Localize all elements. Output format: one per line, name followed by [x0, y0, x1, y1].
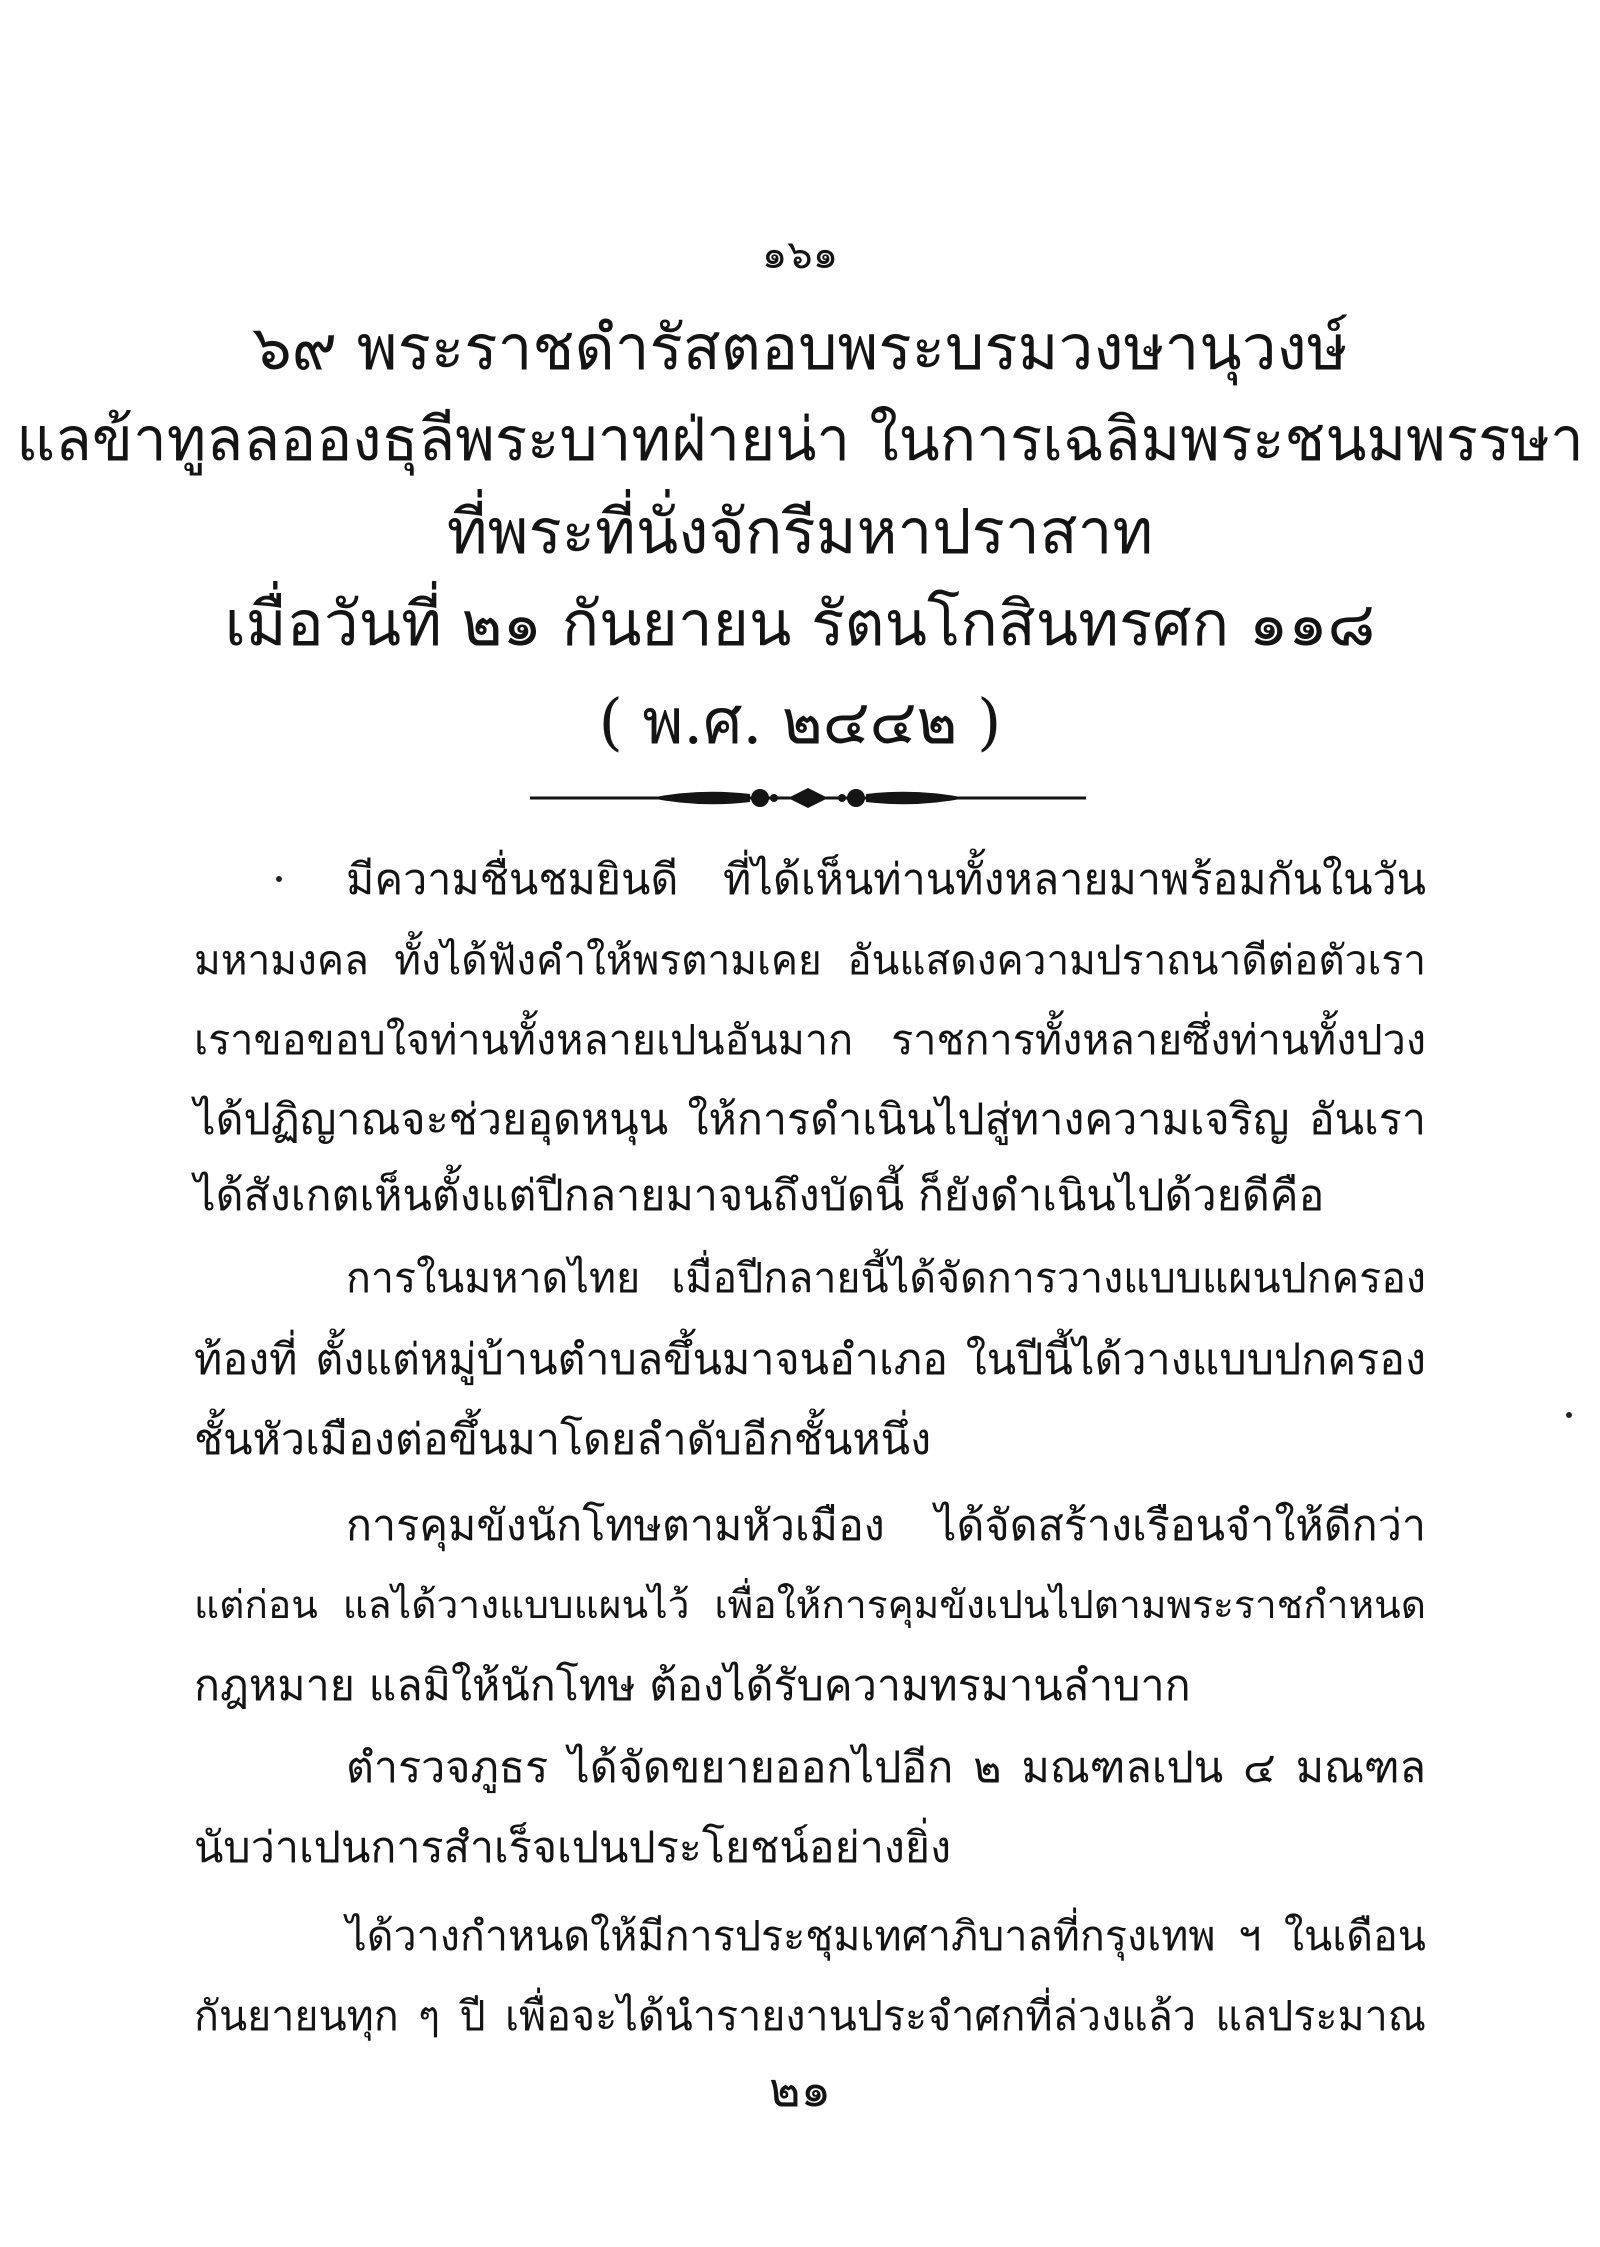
body-line-8: ชั้นหัวเมืองต่อขึ้นมาโดยลำดับอีกชั้นหนึ่ง: [194, 1415, 932, 1465]
scan-speck: [1566, 1412, 1572, 1418]
body-line-1: มีความชื่นชมยินดี ที่ได้เห็นท่านทั้งหลายมาพร้อมกันในวัน: [346, 855, 1426, 905]
scan-speck: [276, 876, 282, 882]
body-line-4: ได้ปฏิญาณจะช่วยอุดหนุน ให้การดำเนินไปสู่ทางความเจริญ อันเรา: [194, 1095, 1426, 1145]
page-number-top: ๑๖๑: [761, 232, 839, 278]
page-number-bottom: ๒๑: [768, 2062, 832, 2118]
body-line-2: มหามงคล ทั้งได้ฟังคำให้พรตามเคย อันแสดงความปราถนาดีต่อตัวเรา: [194, 936, 1426, 984]
body-line-10: แต่ก่อน แลได้วางแบบแผนไว้ เพื่อให้การคุมขังเปนไปตามพระราชกำหนด: [194, 1583, 1426, 1628]
body-line-12: ตำรวจภูธร ได้จัดขยายออกไปอีก ๒ มณฑลเปน ๔ มณฑล: [346, 1743, 1426, 1793]
heading-line-1: ๖๙ พระราชดำรัสตอบพระบรมวงษานุวงษ์: [252, 311, 1348, 384]
body-line-13: นับว่าเปนการสำเร็จเปนประโยชน์อย่างยิ่ง: [194, 1823, 952, 1873]
body-line-11: กฎหมาย แลมิให้นักโทษ ต้องได้รับความทรมานลำบาก: [194, 1661, 1191, 1711]
body-line-5: ได้สังเกตเห็นตั้งแต่ปีกลายมาจนถึงบัดนี้ ก็ยังดำเนินไปด้วยดีคือ: [194, 1171, 1325, 1221]
body-line-14: ได้วางกำหนดให้มีการประชุมเทศาภิบาลที่กรุงเทพ ฯ ในเดือน: [346, 1912, 1426, 1960]
body-line-3: เราขอขอบใจท่านทั้งหลายเปนอันมาก ราชการทั้งหลายซึ่งท่านทั้งปวง: [194, 1016, 1426, 1064]
heading-line-5: ( พ.ศ. ๒๔๔๒ ): [598, 685, 1002, 758]
body-line-7: ท้องที่ ตั้งแต่หมู่บ้านตำบลขึ้นมาจนอำเภอ ในปีนี้ได้วางแบบปกครอง: [194, 1335, 1426, 1385]
heading-line-3: ที่พระที่นั่งจักรีมหาปราสาท: [446, 495, 1154, 568]
body-line-15: กันยายนทุก ๆ ปี เพื่อจะได้นำรายงานประจำศกที่ล่วงแล้ว แลประมาณ: [194, 1992, 1426, 2040]
body-line-6: การในมหาดไทย เมื่อปีกลายนี้ได้จัดการวางแบบแผนปกครอง: [346, 1254, 1426, 1302]
heading-line-4: เมื่อวันที่ ๒๑ กันยายน รัตนโกสินทรศก ๑๑๘: [224, 587, 1376, 660]
body-line-9: การคุมขังนักโทษตามหัวเมือง ได้จัดสร้างเรือนจำให้ดีกว่า: [346, 1501, 1426, 1551]
ornamental-divider: [530, 782, 1086, 814]
heading-line-2: แลข้าทูลลอองธุลีพระบาทฝ่ายน่า ในการเฉลิมพระชนมพรรษา: [16, 405, 1584, 475]
